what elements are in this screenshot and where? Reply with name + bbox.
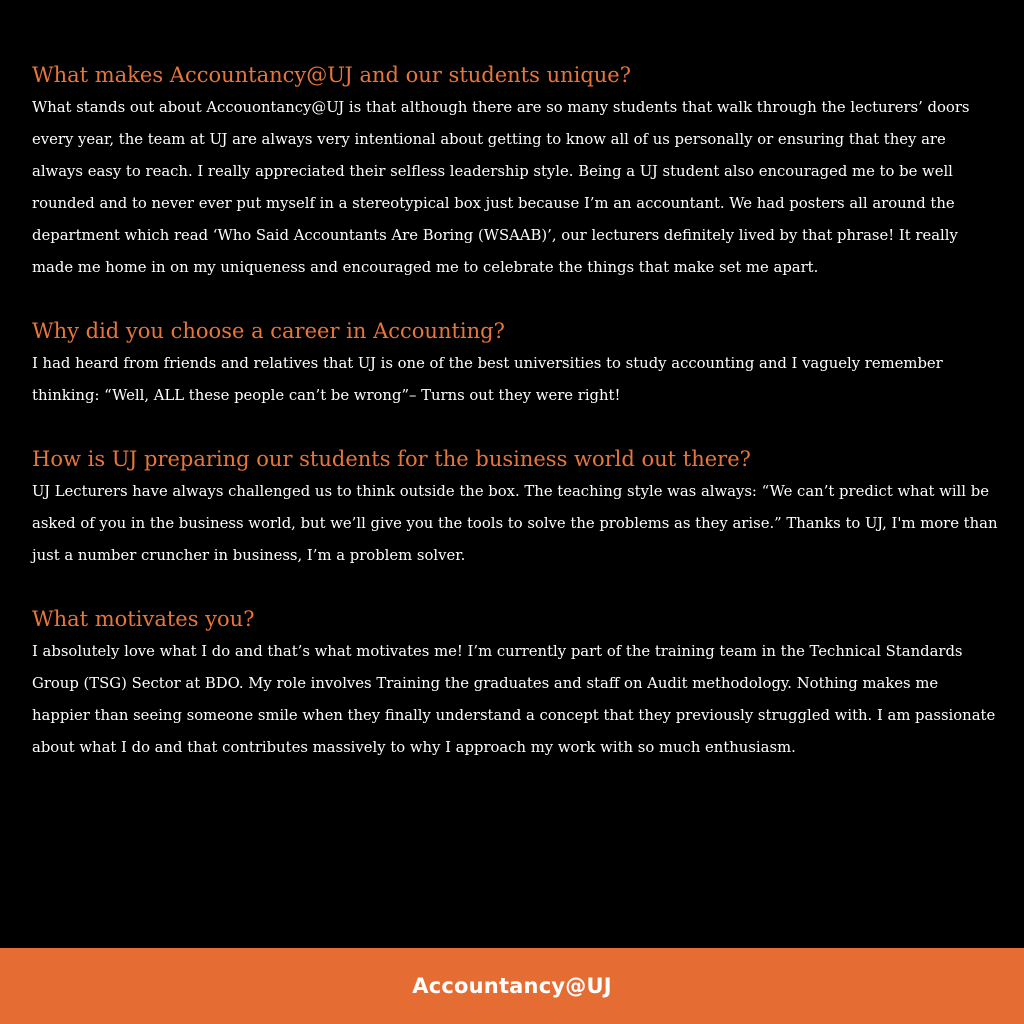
question-heading: How is UJ preparing our students for the business world out there? xyxy=(32,447,751,471)
qa-section-business-preparation xyxy=(32,442,998,572)
footer-brand-text: Accountancy@UJ xyxy=(412,974,612,998)
qa-section-motivation xyxy=(32,602,998,764)
footer-banner xyxy=(0,948,1024,1024)
question-heading: Why did you choose a career in Accounting? xyxy=(32,319,505,343)
answer-paragraph: What stands out about Accouontancy@UJ is that although there are so many students that walk through the lecturers’ doors every year, the team at UJ are always very intentional about getting to know all of us personally or ensuring that they are always easy to reach. I really appreciated their selfless leadership style. Being a UJ student also encouraged me to be well rounded and to never ever put myself in a stereotypical box just because I’m an accountant. We had posters all around the department which read ‘Who Said Accountants Are Boring (WSAAB)’, our lecturers definitely lived by that phrase! It really made me home in on my uniqueness and encouraged me to celebrate the things that make set me apart. xyxy=(32,99,970,276)
answer-paragraph: UJ Lecturers have always challenged us to think outside the box. The teaching style was always: “We can’t predict what will be asked of you in the business world, but we’ll give you the tools to solve the problems as they arise.” Thanks to UJ, I'm more than just a number cruncher in business, I’m a problem solver. xyxy=(32,483,998,564)
question-heading: What makes Accountancy@UJ and our students unique? xyxy=(32,63,631,87)
question-heading: What motivates you? xyxy=(32,607,255,631)
qa-content xyxy=(32,58,998,794)
qa-section-uniqueness xyxy=(32,58,998,284)
answer-paragraph: I had heard from friends and relatives that UJ is one of the best universities to study accounting and I vaguely remember thinking: “Well, ALL these people can’t be wrong”– Turns out they were right! xyxy=(32,355,943,404)
answer-paragraph: I absolutely love what I do and that’s what motivates me! I’m currently part of the training team in the Technical Standards Group (TSG) Sector at BDO. My role involves Training the graduates and staff on Audit methodology. Nothing makes me happier than seeing someone smile when they finally understand a concept that they previously struggled with. I am passionate about what I do and that contributes massively to why I approach my work with so much enthusiasm. xyxy=(32,643,996,756)
qa-section-career-choice xyxy=(32,314,998,412)
